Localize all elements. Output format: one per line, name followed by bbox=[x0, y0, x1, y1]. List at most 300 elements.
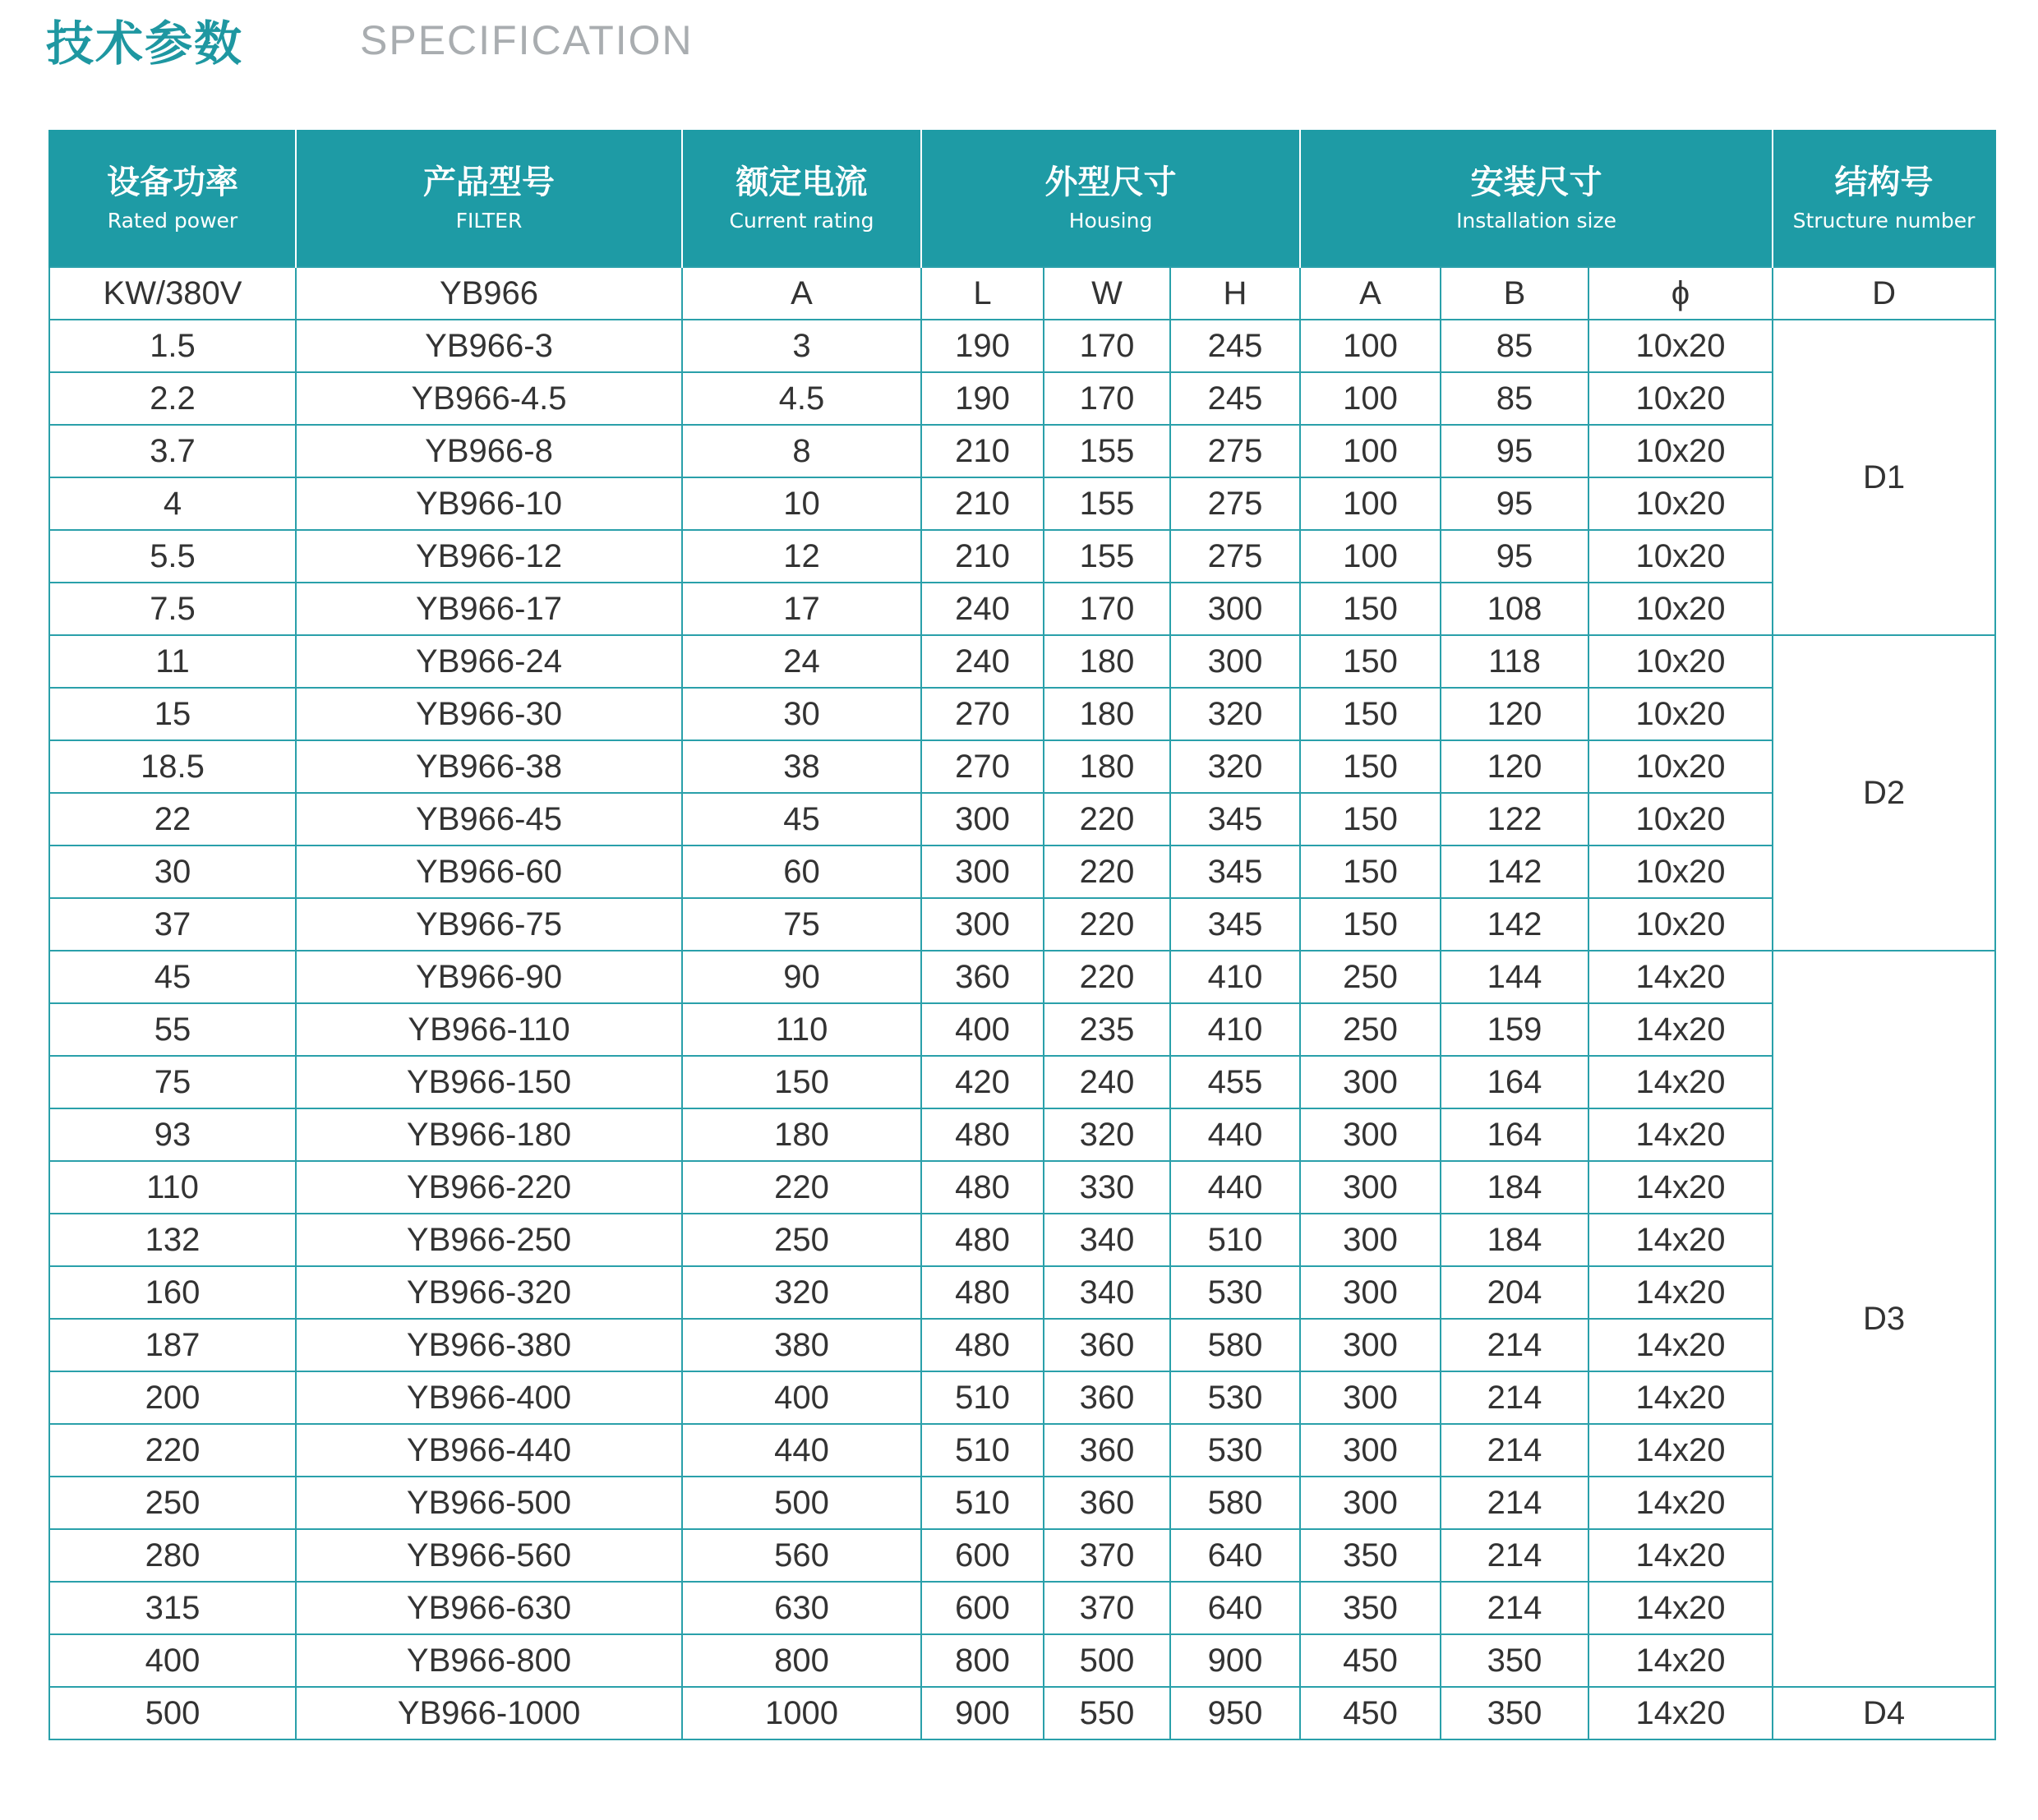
table-cell: 210 bbox=[921, 530, 1044, 583]
table-cell: 10x20 bbox=[1588, 793, 1773, 845]
table-cell: 30 bbox=[49, 845, 296, 898]
table-cell: 345 bbox=[1170, 845, 1300, 898]
table-cell: 630 bbox=[682, 1582, 921, 1634]
table-cell: 480 bbox=[921, 1319, 1044, 1371]
table-cell: 150 bbox=[1300, 740, 1441, 793]
header-installation-size bbox=[1300, 130, 1773, 267]
table-cell: 14x20 bbox=[1588, 1477, 1773, 1529]
table-cell: 85 bbox=[1441, 320, 1588, 372]
header-label-en: Installation size bbox=[1456, 209, 1616, 233]
header-row bbox=[49, 130, 1995, 267]
structure-number-cell: D4 bbox=[1773, 1687, 1995, 1739]
header-housing bbox=[921, 130, 1300, 267]
page-title: 技术参数 bbox=[46, 16, 244, 71]
table-cell: 180 bbox=[1044, 688, 1170, 740]
table-cell: 360 bbox=[1044, 1424, 1170, 1477]
table-cell: 275 bbox=[1170, 477, 1300, 530]
table-cell: 144 bbox=[1441, 951, 1588, 1003]
table-cell: 420 bbox=[921, 1056, 1044, 1108]
table-cell: 214 bbox=[1441, 1319, 1588, 1371]
table-cell: 14x20 bbox=[1588, 1687, 1773, 1739]
table-row bbox=[49, 1371, 1995, 1424]
table-cell: 170 bbox=[1044, 372, 1170, 425]
table-cell: 300 bbox=[1300, 1424, 1441, 1477]
table-cell: 900 bbox=[1170, 1634, 1300, 1687]
header-label-cn: 外型尺寸 bbox=[1044, 164, 1177, 201]
table-cell: 14x20 bbox=[1588, 1214, 1773, 1266]
table-cell: YB966-110 bbox=[296, 1003, 682, 1056]
table-cell: 8 bbox=[682, 425, 921, 477]
table-cell: YB966-24 bbox=[296, 635, 682, 688]
table-cell: 235 bbox=[1044, 1003, 1170, 1056]
table-cell: 150 bbox=[1300, 845, 1441, 898]
header-filter bbox=[296, 130, 682, 267]
table-cell: 600 bbox=[921, 1582, 1044, 1634]
table-cell: 320 bbox=[1170, 740, 1300, 793]
unit-cell: YB966 bbox=[296, 267, 682, 320]
table-cell: 320 bbox=[1044, 1108, 1170, 1161]
header-label-en: FILTER bbox=[455, 209, 523, 233]
table-cell: 120 bbox=[1441, 740, 1588, 793]
table-row bbox=[49, 740, 1995, 793]
unit-cell: A bbox=[682, 267, 921, 320]
table-cell: 345 bbox=[1170, 793, 1300, 845]
table-cell: YB966-17 bbox=[296, 583, 682, 635]
table-cell: 55 bbox=[49, 1003, 296, 1056]
table-row bbox=[49, 793, 1995, 845]
table-cell: YB966-90 bbox=[296, 951, 682, 1003]
table-cell: 14x20 bbox=[1588, 1582, 1773, 1634]
header-label-en: Rated power bbox=[107, 209, 238, 233]
table-cell: 560 bbox=[682, 1529, 921, 1582]
table-cell: YB966-10 bbox=[296, 477, 682, 530]
table-row bbox=[49, 1214, 1995, 1266]
table-cell: 10x20 bbox=[1588, 898, 1773, 951]
table-cell: 450 bbox=[1300, 1634, 1441, 1687]
header-label-en: Structure number bbox=[1792, 209, 1976, 233]
table-cell: 150 bbox=[1300, 688, 1441, 740]
table-cell: 400 bbox=[49, 1634, 296, 1687]
table-cell: 250 bbox=[1300, 951, 1441, 1003]
table-cell: 4.5 bbox=[682, 372, 921, 425]
table-cell: 510 bbox=[1170, 1214, 1300, 1266]
unit-cell: B bbox=[1441, 267, 1588, 320]
table-cell: 100 bbox=[1300, 530, 1441, 583]
table-cell: 1.5 bbox=[49, 320, 296, 372]
table-cell: 150 bbox=[1300, 635, 1441, 688]
table-cell: 187 bbox=[49, 1319, 296, 1371]
table-cell: 170 bbox=[1044, 320, 1170, 372]
table-cell: 550 bbox=[1044, 1687, 1170, 1739]
table-cell: 370 bbox=[1044, 1582, 1170, 1634]
table-cell: YB966-800 bbox=[296, 1634, 682, 1687]
table-cell: 220 bbox=[1044, 845, 1170, 898]
table-cell: 3.7 bbox=[49, 425, 296, 477]
table-cell: 2.2 bbox=[49, 372, 296, 425]
table-cell: 900 bbox=[921, 1687, 1044, 1739]
table-cell: 95 bbox=[1441, 530, 1588, 583]
table-cell: 300 bbox=[1300, 1319, 1441, 1371]
table-cell: 110 bbox=[49, 1161, 296, 1214]
table-cell: 150 bbox=[1300, 898, 1441, 951]
table-row bbox=[49, 951, 1995, 1003]
table-cell: 500 bbox=[49, 1687, 296, 1739]
table-cell: YB966-4.5 bbox=[296, 372, 682, 425]
table-cell: 240 bbox=[1044, 1056, 1170, 1108]
table-cell: 164 bbox=[1441, 1108, 1588, 1161]
table-cell: 440 bbox=[1170, 1161, 1300, 1214]
table-cell: 500 bbox=[1044, 1634, 1170, 1687]
table-cell: 95 bbox=[1441, 425, 1588, 477]
table-cell: 360 bbox=[1044, 1319, 1170, 1371]
table-cell: 184 bbox=[1441, 1214, 1588, 1266]
table-row bbox=[49, 1634, 1995, 1687]
table-cell: 155 bbox=[1044, 477, 1170, 530]
table-cell: YB966-75 bbox=[296, 898, 682, 951]
table-cell: 214 bbox=[1441, 1371, 1588, 1424]
unit-cell: H bbox=[1170, 267, 1300, 320]
table-cell: 410 bbox=[1170, 1003, 1300, 1056]
table-cell: 100 bbox=[1300, 425, 1441, 477]
table-cell: 180 bbox=[1044, 635, 1170, 688]
table-cell: 400 bbox=[921, 1003, 1044, 1056]
table-cell: 180 bbox=[682, 1108, 921, 1161]
table-cell: 14x20 bbox=[1588, 1424, 1773, 1477]
table-cell: 320 bbox=[682, 1266, 921, 1319]
table-cell: 950 bbox=[1170, 1687, 1300, 1739]
table-cell: 142 bbox=[1441, 845, 1588, 898]
table-cell: YB966-400 bbox=[296, 1371, 682, 1424]
table-cell: YB966-8 bbox=[296, 425, 682, 477]
table-cell: 15 bbox=[49, 688, 296, 740]
table-cell: 350 bbox=[1441, 1634, 1588, 1687]
table-cell: YB966-38 bbox=[296, 740, 682, 793]
table-cell: 275 bbox=[1170, 425, 1300, 477]
table-cell: 118 bbox=[1441, 635, 1588, 688]
table-cell: 240 bbox=[921, 583, 1044, 635]
structure-number-cell: D2 bbox=[1773, 635, 1995, 951]
table-cell: YB966-45 bbox=[296, 793, 682, 845]
table-cell: 370 bbox=[1044, 1529, 1170, 1582]
table-row bbox=[49, 1056, 1995, 1108]
table-cell: 190 bbox=[921, 320, 1044, 372]
table-row bbox=[49, 425, 1995, 477]
table-cell: 300 bbox=[1300, 1477, 1441, 1529]
table-cell: YB966-320 bbox=[296, 1266, 682, 1319]
table-cell: 7.5 bbox=[49, 583, 296, 635]
table-cell: 214 bbox=[1441, 1529, 1588, 1582]
table-cell: 95 bbox=[1441, 477, 1588, 530]
table-cell: 122 bbox=[1441, 793, 1588, 845]
page-subtitle: SPECIFICATION bbox=[360, 17, 694, 63]
header-structure-number bbox=[1773, 130, 1995, 267]
table-cell: 14x20 bbox=[1588, 951, 1773, 1003]
table-cell: YB966-220 bbox=[296, 1161, 682, 1214]
table-cell: 640 bbox=[1170, 1582, 1300, 1634]
table-cell: 300 bbox=[921, 845, 1044, 898]
table-cell: 10x20 bbox=[1588, 530, 1773, 583]
table-cell: 150 bbox=[682, 1056, 921, 1108]
table-cell: 250 bbox=[682, 1214, 921, 1266]
table-cell: 480 bbox=[921, 1161, 1044, 1214]
table-cell: 510 bbox=[921, 1424, 1044, 1477]
structure-number-cell: D3 bbox=[1773, 951, 1995, 1687]
table-cell: 350 bbox=[1441, 1687, 1588, 1739]
table-cell: 10x20 bbox=[1588, 740, 1773, 793]
unit-cell: KW/380V bbox=[49, 267, 296, 320]
unit-cell: D bbox=[1773, 267, 1995, 320]
table-cell: 640 bbox=[1170, 1529, 1300, 1582]
table-cell: 1000 bbox=[682, 1687, 921, 1739]
table-cell: YB966-380 bbox=[296, 1319, 682, 1371]
table-cell: 580 bbox=[1170, 1477, 1300, 1529]
unit-cell: ϕ bbox=[1588, 267, 1773, 320]
table-cell: 330 bbox=[1044, 1161, 1170, 1214]
table-row bbox=[49, 1424, 1995, 1477]
table-cell: 14x20 bbox=[1588, 1056, 1773, 1108]
table-cell: 340 bbox=[1044, 1214, 1170, 1266]
table-cell: YB966-12 bbox=[296, 530, 682, 583]
table-cell: 75 bbox=[682, 898, 921, 951]
table-cell: 440 bbox=[682, 1424, 921, 1477]
table-cell: 22 bbox=[49, 793, 296, 845]
table-cell: 14x20 bbox=[1588, 1161, 1773, 1214]
table-cell: 10x20 bbox=[1588, 372, 1773, 425]
table-cell: 270 bbox=[921, 688, 1044, 740]
table-cell: 210 bbox=[921, 477, 1044, 530]
table-cell: 11 bbox=[49, 635, 296, 688]
table-cell: 160 bbox=[49, 1266, 296, 1319]
table-cell: 360 bbox=[1044, 1477, 1170, 1529]
table-cell: 5.5 bbox=[49, 530, 296, 583]
table-cell: 85 bbox=[1441, 372, 1588, 425]
table-cell: 300 bbox=[921, 898, 1044, 951]
table-cell: 100 bbox=[1300, 372, 1441, 425]
table-cell: 18.5 bbox=[49, 740, 296, 793]
header-label-cn: 安装尺寸 bbox=[1470, 164, 1602, 201]
table-cell: 410 bbox=[1170, 951, 1300, 1003]
table-cell: 38 bbox=[682, 740, 921, 793]
table-row bbox=[49, 1266, 1995, 1319]
table-cell: 500 bbox=[682, 1477, 921, 1529]
table-cell: 530 bbox=[1170, 1371, 1300, 1424]
table-cell: 300 bbox=[1300, 1108, 1441, 1161]
table-cell: 10x20 bbox=[1588, 635, 1773, 688]
table-cell: 580 bbox=[1170, 1319, 1300, 1371]
table-cell: 300 bbox=[1170, 583, 1300, 635]
unit-cell: W bbox=[1044, 267, 1170, 320]
table-cell: 10x20 bbox=[1588, 583, 1773, 635]
table-cell: 300 bbox=[1300, 1161, 1441, 1214]
table-cell: 100 bbox=[1300, 477, 1441, 530]
table-cell: 3 bbox=[682, 320, 921, 372]
table-cell: 200 bbox=[49, 1371, 296, 1424]
table-cell: 340 bbox=[1044, 1266, 1170, 1319]
table-cell: 214 bbox=[1441, 1424, 1588, 1477]
table-cell: 380 bbox=[682, 1319, 921, 1371]
unit-cell: A bbox=[1300, 267, 1441, 320]
table-cell: 164 bbox=[1441, 1056, 1588, 1108]
table-cell: 350 bbox=[1300, 1529, 1441, 1582]
table-cell: YB966-500 bbox=[296, 1477, 682, 1529]
table-cell: 10x20 bbox=[1588, 320, 1773, 372]
table-cell: 37 bbox=[49, 898, 296, 951]
table-cell: 360 bbox=[1044, 1371, 1170, 1424]
table-cell: 142 bbox=[1441, 898, 1588, 951]
table-cell: 150 bbox=[1300, 583, 1441, 635]
table-cell: 60 bbox=[682, 845, 921, 898]
table-row bbox=[49, 1319, 1995, 1371]
table-cell: 24 bbox=[682, 635, 921, 688]
table-cell: 45 bbox=[49, 951, 296, 1003]
table-cell: 220 bbox=[49, 1424, 296, 1477]
table-cell: 320 bbox=[1170, 688, 1300, 740]
table-cell: 90 bbox=[682, 951, 921, 1003]
table-cell: 190 bbox=[921, 372, 1044, 425]
table-row bbox=[49, 1529, 1995, 1582]
table-cell: 300 bbox=[1300, 1214, 1441, 1266]
table-cell: 300 bbox=[1300, 1371, 1441, 1424]
table-cell: 280 bbox=[49, 1529, 296, 1582]
table-cell: 440 bbox=[1170, 1108, 1300, 1161]
table-cell: 245 bbox=[1170, 320, 1300, 372]
table-cell: 214 bbox=[1441, 1582, 1588, 1634]
table-cell: 220 bbox=[1044, 898, 1170, 951]
table-cell: YB966-60 bbox=[296, 845, 682, 898]
table-cell: YB966-180 bbox=[296, 1108, 682, 1161]
table-cell: 450 bbox=[1300, 1687, 1441, 1739]
table-cell: YB966-150 bbox=[296, 1056, 682, 1108]
header-label-en: Housing bbox=[1068, 209, 1153, 233]
unit-cell: L bbox=[921, 267, 1044, 320]
table-cell: 12 bbox=[682, 530, 921, 583]
table-cell: 480 bbox=[921, 1214, 1044, 1266]
table-cell: 300 bbox=[921, 793, 1044, 845]
table-cell: 132 bbox=[49, 1214, 296, 1266]
table-cell: 250 bbox=[49, 1477, 296, 1529]
table-cell: 800 bbox=[921, 1634, 1044, 1687]
table-cell: 10x20 bbox=[1588, 845, 1773, 898]
table-row bbox=[49, 688, 1995, 740]
table-cell: 93 bbox=[49, 1108, 296, 1161]
table-cell: 14x20 bbox=[1588, 1108, 1773, 1161]
table-cell: 300 bbox=[1300, 1266, 1441, 1319]
table-row bbox=[49, 635, 1995, 688]
table-cell: 300 bbox=[1170, 635, 1300, 688]
table-row bbox=[49, 845, 1995, 898]
table-cell: 220 bbox=[682, 1161, 921, 1214]
table-cell: 150 bbox=[1300, 793, 1441, 845]
table-cell: 10 bbox=[682, 477, 921, 530]
table-cell: 270 bbox=[921, 740, 1044, 793]
table-body bbox=[49, 267, 1995, 1739]
table-cell: 155 bbox=[1044, 530, 1170, 583]
header-rated-power bbox=[49, 130, 296, 267]
header-label-cn: 产品型号 bbox=[423, 164, 555, 201]
structure-number-cell: D1 bbox=[1773, 320, 1995, 635]
table-cell: 315 bbox=[49, 1582, 296, 1634]
table-row bbox=[49, 1161, 1995, 1214]
table-cell: 400 bbox=[682, 1371, 921, 1424]
table-cell: YB966-250 bbox=[296, 1214, 682, 1266]
table-row bbox=[49, 1108, 1995, 1161]
table-cell: 350 bbox=[1300, 1582, 1441, 1634]
table-cell: 30 bbox=[682, 688, 921, 740]
header-label-cn: 额定电流 bbox=[735, 164, 868, 201]
table-row bbox=[49, 898, 1995, 951]
table-row bbox=[49, 477, 1995, 530]
table-cell: 155 bbox=[1044, 425, 1170, 477]
table-cell: 10x20 bbox=[1588, 688, 1773, 740]
table-cell: 180 bbox=[1044, 740, 1170, 793]
table-cell: 530 bbox=[1170, 1424, 1300, 1477]
table-cell: 510 bbox=[921, 1477, 1044, 1529]
table-cell: 220 bbox=[1044, 951, 1170, 1003]
table-cell: 14x20 bbox=[1588, 1634, 1773, 1687]
table-row bbox=[49, 1582, 1995, 1634]
table-row bbox=[49, 583, 1995, 635]
table-row bbox=[49, 1003, 1995, 1056]
table-cell: 214 bbox=[1441, 1477, 1588, 1529]
table-cell: 220 bbox=[1044, 793, 1170, 845]
table-cell: YB966-440 bbox=[296, 1424, 682, 1477]
header-label-cn: 结构号 bbox=[1834, 164, 1934, 201]
table-cell: 14x20 bbox=[1588, 1371, 1773, 1424]
units-row bbox=[49, 267, 1995, 320]
table-cell: 510 bbox=[921, 1371, 1044, 1424]
table-cell: 17 bbox=[682, 583, 921, 635]
table-cell: 250 bbox=[1300, 1003, 1441, 1056]
table-cell: 110 bbox=[682, 1003, 921, 1056]
specification-table bbox=[48, 130, 1996, 1740]
table-cell: 120 bbox=[1441, 688, 1588, 740]
table-cell: YB966-30 bbox=[296, 688, 682, 740]
table-cell: YB966-3 bbox=[296, 320, 682, 372]
table-cell: 480 bbox=[921, 1108, 1044, 1161]
header-label-en: Current rating bbox=[729, 209, 874, 233]
table-cell: 275 bbox=[1170, 530, 1300, 583]
table-cell: 455 bbox=[1170, 1056, 1300, 1108]
header-current-rating bbox=[682, 130, 921, 267]
table-cell: YB966-1000 bbox=[296, 1687, 682, 1739]
table-cell: 10x20 bbox=[1588, 477, 1773, 530]
table-cell: 800 bbox=[682, 1634, 921, 1687]
table-cell: 184 bbox=[1441, 1161, 1588, 1214]
table-cell: 204 bbox=[1441, 1266, 1588, 1319]
table-cell: 170 bbox=[1044, 583, 1170, 635]
table-cell: 300 bbox=[1300, 1056, 1441, 1108]
table-cell: YB966-630 bbox=[296, 1582, 682, 1634]
table-cell: 108 bbox=[1441, 583, 1588, 635]
table-row bbox=[49, 320, 1995, 372]
table-cell: 10x20 bbox=[1588, 425, 1773, 477]
header-label-cn: 设备功率 bbox=[107, 164, 238, 201]
table-cell: 4 bbox=[49, 477, 296, 530]
table-cell: YB966-560 bbox=[296, 1529, 682, 1582]
table-cell: 530 bbox=[1170, 1266, 1300, 1319]
table-cell: 14x20 bbox=[1588, 1266, 1773, 1319]
table-cell: 14x20 bbox=[1588, 1003, 1773, 1056]
table-row bbox=[49, 372, 1995, 425]
table-cell: 600 bbox=[921, 1529, 1044, 1582]
table-row bbox=[49, 1687, 1995, 1739]
table-cell: 159 bbox=[1441, 1003, 1588, 1056]
table-cell: 45 bbox=[682, 793, 921, 845]
table-row bbox=[49, 1477, 1995, 1529]
table-cell: 100 bbox=[1300, 320, 1441, 372]
table-cell: 240 bbox=[921, 635, 1044, 688]
table-cell: 14x20 bbox=[1588, 1529, 1773, 1582]
